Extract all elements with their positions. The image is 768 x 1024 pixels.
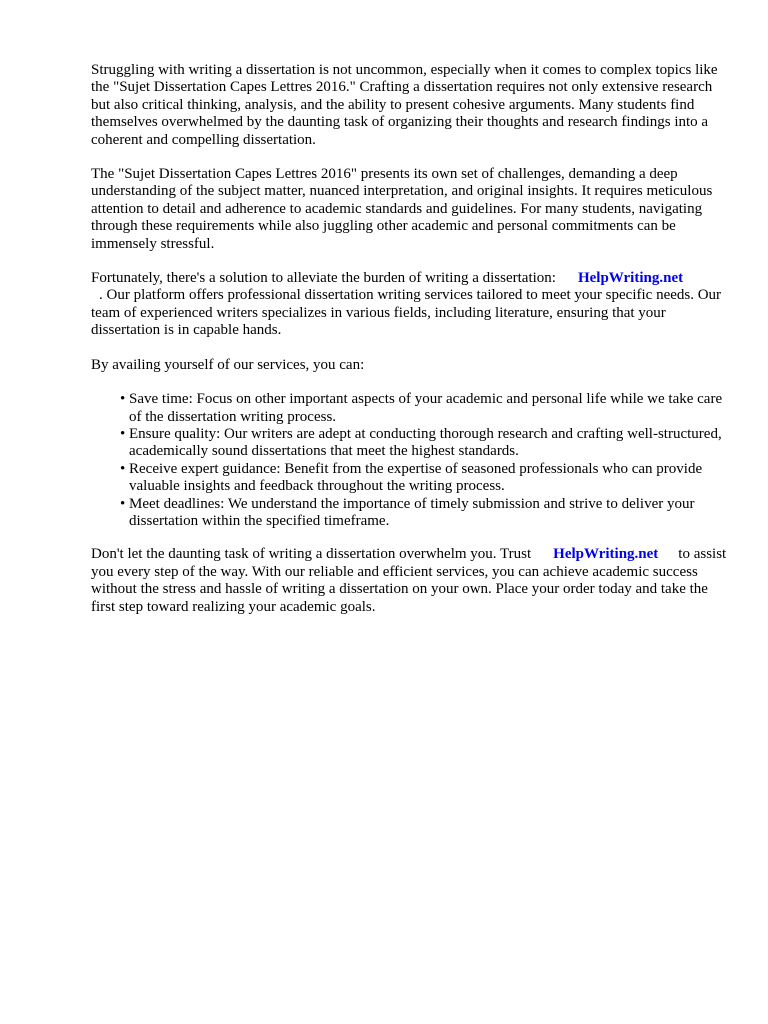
- list-item-text: Ensure quality: Our writers are adept at conducting thorough research and crafting well-structured, academically sound dissertations that meet the highest standards.: [129, 425, 722, 460]
- solution-text-after: . Our platform offers professional dissertation writing services tailored to meet your specific needs. Our team of experienced writers specializes in various fields, including literature, ensuring that your dissertation is in capable hands.: [91, 287, 722, 339]
- bullet-icon: •: [120, 460, 126, 477]
- list-item: [120, 495, 727, 531]
- bullet-icon: •: [120, 425, 126, 442]
- list-item: [120, 391, 727, 426]
- challenges-paragraph: The "Sujet Dissertation Capes Lettres 2016" presents its own set of challenges, demanding a deep understanding of the subject matter, nuanced interpretation, and original insights. It requires meticulous attention to detail and adherence to academic standards and guidelines. For many students, navigating through these requirements while also juggling other academic and personal commitments can be immensely stressful.: [91, 166, 713, 252]
- closing-text-after: to assist you every step of the way. With our reliable and efficient services, you can achieve academic success without the stress and hassle of writing a dissertation on your own. Place your order today and take the first step toward realizing your academic goals.: [91, 546, 727, 615]
- services-intro-paragraph: By availing yourself of our services, you can:: [91, 356, 365, 373]
- list-item: [120, 425, 727, 461]
- list-item-text: Receive expert guidance: Benefit from the expertise of seasoned professionals who can provide valuable insights and feedback throughout the writing process.: [129, 460, 703, 495]
- helpwriting-link[interactable]: HelpWriting.net: [553, 546, 659, 563]
- helpwriting-link[interactable]: HelpWriting.net: [577, 270, 684, 287]
- bullet-icon: •: [120, 391, 126, 408]
- solution-paragraph: [91, 270, 727, 340]
- document-body: [91, 62, 727, 633]
- benefits-list: [91, 391, 727, 530]
- bullet-icon: •: [120, 495, 126, 512]
- list-item-text: Meet deadlines: We understand the importance of timely submission and strive to deliver your dissertation within the specified timeframe.: [129, 495, 695, 529]
- closing-text-before: Don't let the daunting task of writing a dissertation overwhelm you. Trust: [91, 546, 532, 563]
- intro-paragraph: Struggling with writing a dissertation is not uncommon, especially when it comes to complex topics like the "Sujet Dissertation Capes Lettres 2016." Crafting a dissertation requires not only extensive research but also critical thinking, analysis, and the ability to present cohesive arguments. Many students find themselves overwhelmed by the daunting task of organizing their thoughts and research findings into a coherent and compelling dissertation.: [91, 62, 718, 148]
- list-item: [120, 460, 727, 496]
- list-item-text: Save time: Focus on other important aspects of your academic and personal life while we take care of the dissertation writing process.: [129, 391, 723, 425]
- solution-text-before: Fortunately, there's a solution to alleviate the burden of writing a dissertation:: [91, 270, 556, 287]
- closing-paragraph: [91, 546, 727, 616]
